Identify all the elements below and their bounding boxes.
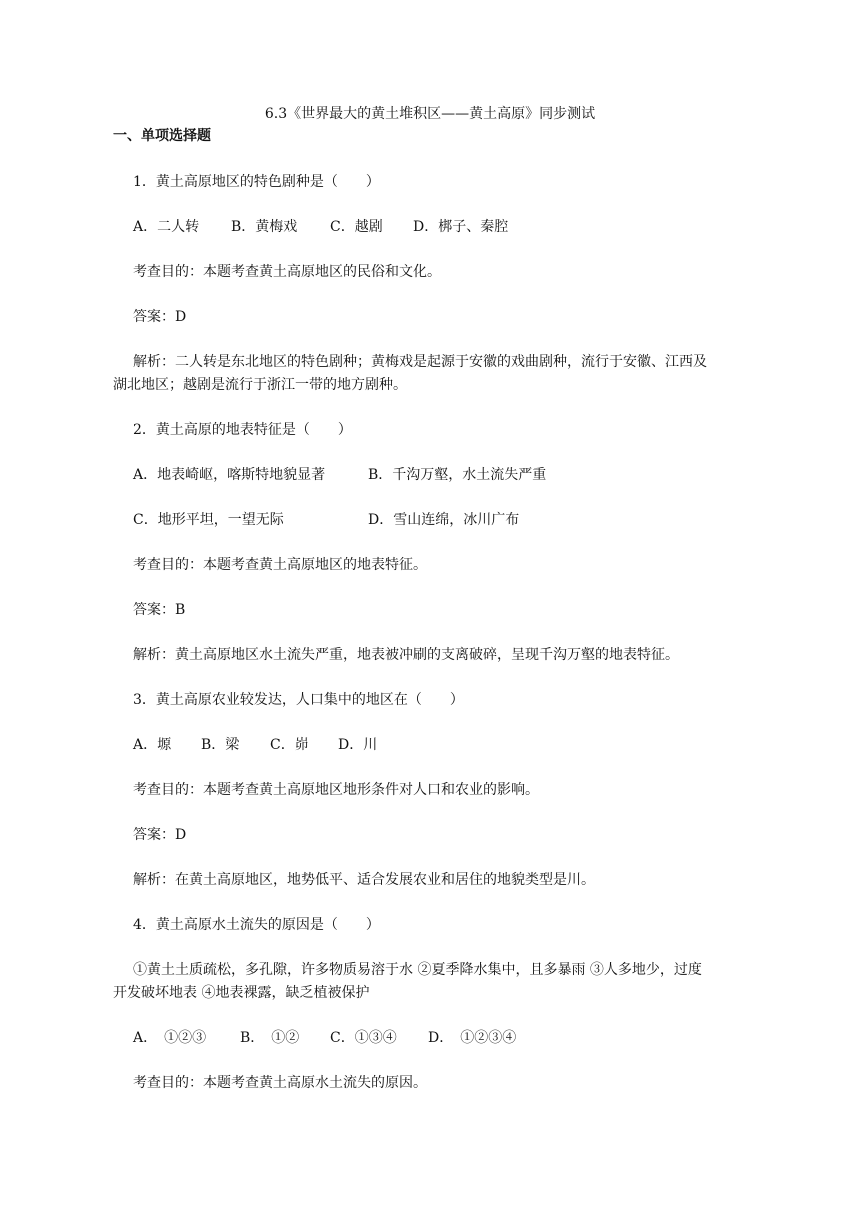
option-c: C．地形平坦，一望无际: [133, 512, 284, 528]
option-a: A．塬: [133, 737, 172, 753]
question-3-answer: 答案：D: [133, 827, 187, 843]
question-4-stem: 4．黄土高原水土流失的原因是（ ）: [133, 917, 380, 933]
question-4-statements: ①黄土土质疏松，多孔隙，许多物质易溶于水 ②夏季降水集中，且多暴雨 ③人多地少，过度: [133, 962, 702, 978]
question-2-stem: 2．黄土高原的地表特征是（ ）: [133, 422, 352, 438]
option-b: B．梁: [201, 737, 240, 753]
option-a: A．二人转: [133, 219, 200, 235]
question-3-stem: 3．黄土高原农业较发达，人口集中的地区在（ ）: [133, 692, 464, 708]
option-d: D． ①②③④: [428, 1030, 517, 1046]
option-d: D．梆子、秦腔: [413, 219, 509, 235]
option-b: B．黄梅戏: [231, 219, 298, 235]
question-4-statements-continued: 开发破坏地表 ④地表裸露，缺乏植被保护: [113, 985, 370, 1001]
option-c: C．峁: [270, 737, 309, 753]
question-4-purpose: 考查目的：本题考查黄土高原水土流失的原因。: [133, 1075, 427, 1091]
option-c: C．越剧: [330, 219, 383, 235]
question-2-analysis: 解析：黄土高原地区水土流失严重，地表被冲刷的支离破碎，呈现千沟万壑的地表特征。: [133, 647, 679, 663]
option-d: D．川: [338, 737, 378, 753]
question-1-purpose: 考查目的：本题考查黄土高原地区的民俗和文化。: [133, 264, 441, 280]
question-1-analysis-continued: 湖北地区；越剧是流行于浙江一带的地方剧种。: [113, 377, 407, 393]
question-1-answer: 答案：D: [133, 309, 187, 325]
option-c: C．①③④: [330, 1030, 397, 1046]
document-title: 6.3《世界最大的黄土堆积区——黄土高原》同步测试: [264, 106, 596, 122]
question-1-stem: 1．黄土高原地区的特色剧种是（ ）: [133, 174, 380, 190]
option-a: A．地表崎岖，喀斯特地貌显著: [133, 467, 326, 483]
question-3-analysis: 解析：在黄土高原地区，地势低平、适合发展农业和居住的地貌类型是川。: [133, 872, 595, 888]
question-2-purpose: 考查目的：本题考查黄土高原地区的地表特征。: [133, 557, 427, 573]
question-3-purpose: 考查目的：本题考查黄土高原地区地形条件对人口和农业的影响。: [133, 782, 539, 798]
question-2-answer: 答案：B: [133, 602, 186, 618]
section-heading: 一、单项选择题: [113, 128, 211, 144]
question-1-analysis: 解析：二人转是东北地区的特色剧种；黄梅戏是起源于安徽的戏曲剧种，流行于安徽、江西及: [133, 354, 707, 370]
option-b: B． ①②: [240, 1030, 300, 1046]
option-d: D．雪山连绵，冰川广布: [368, 512, 520, 528]
option-b: B．千沟万壑，水土流失严重: [368, 467, 547, 483]
option-a: A． ①②③: [133, 1030, 207, 1046]
